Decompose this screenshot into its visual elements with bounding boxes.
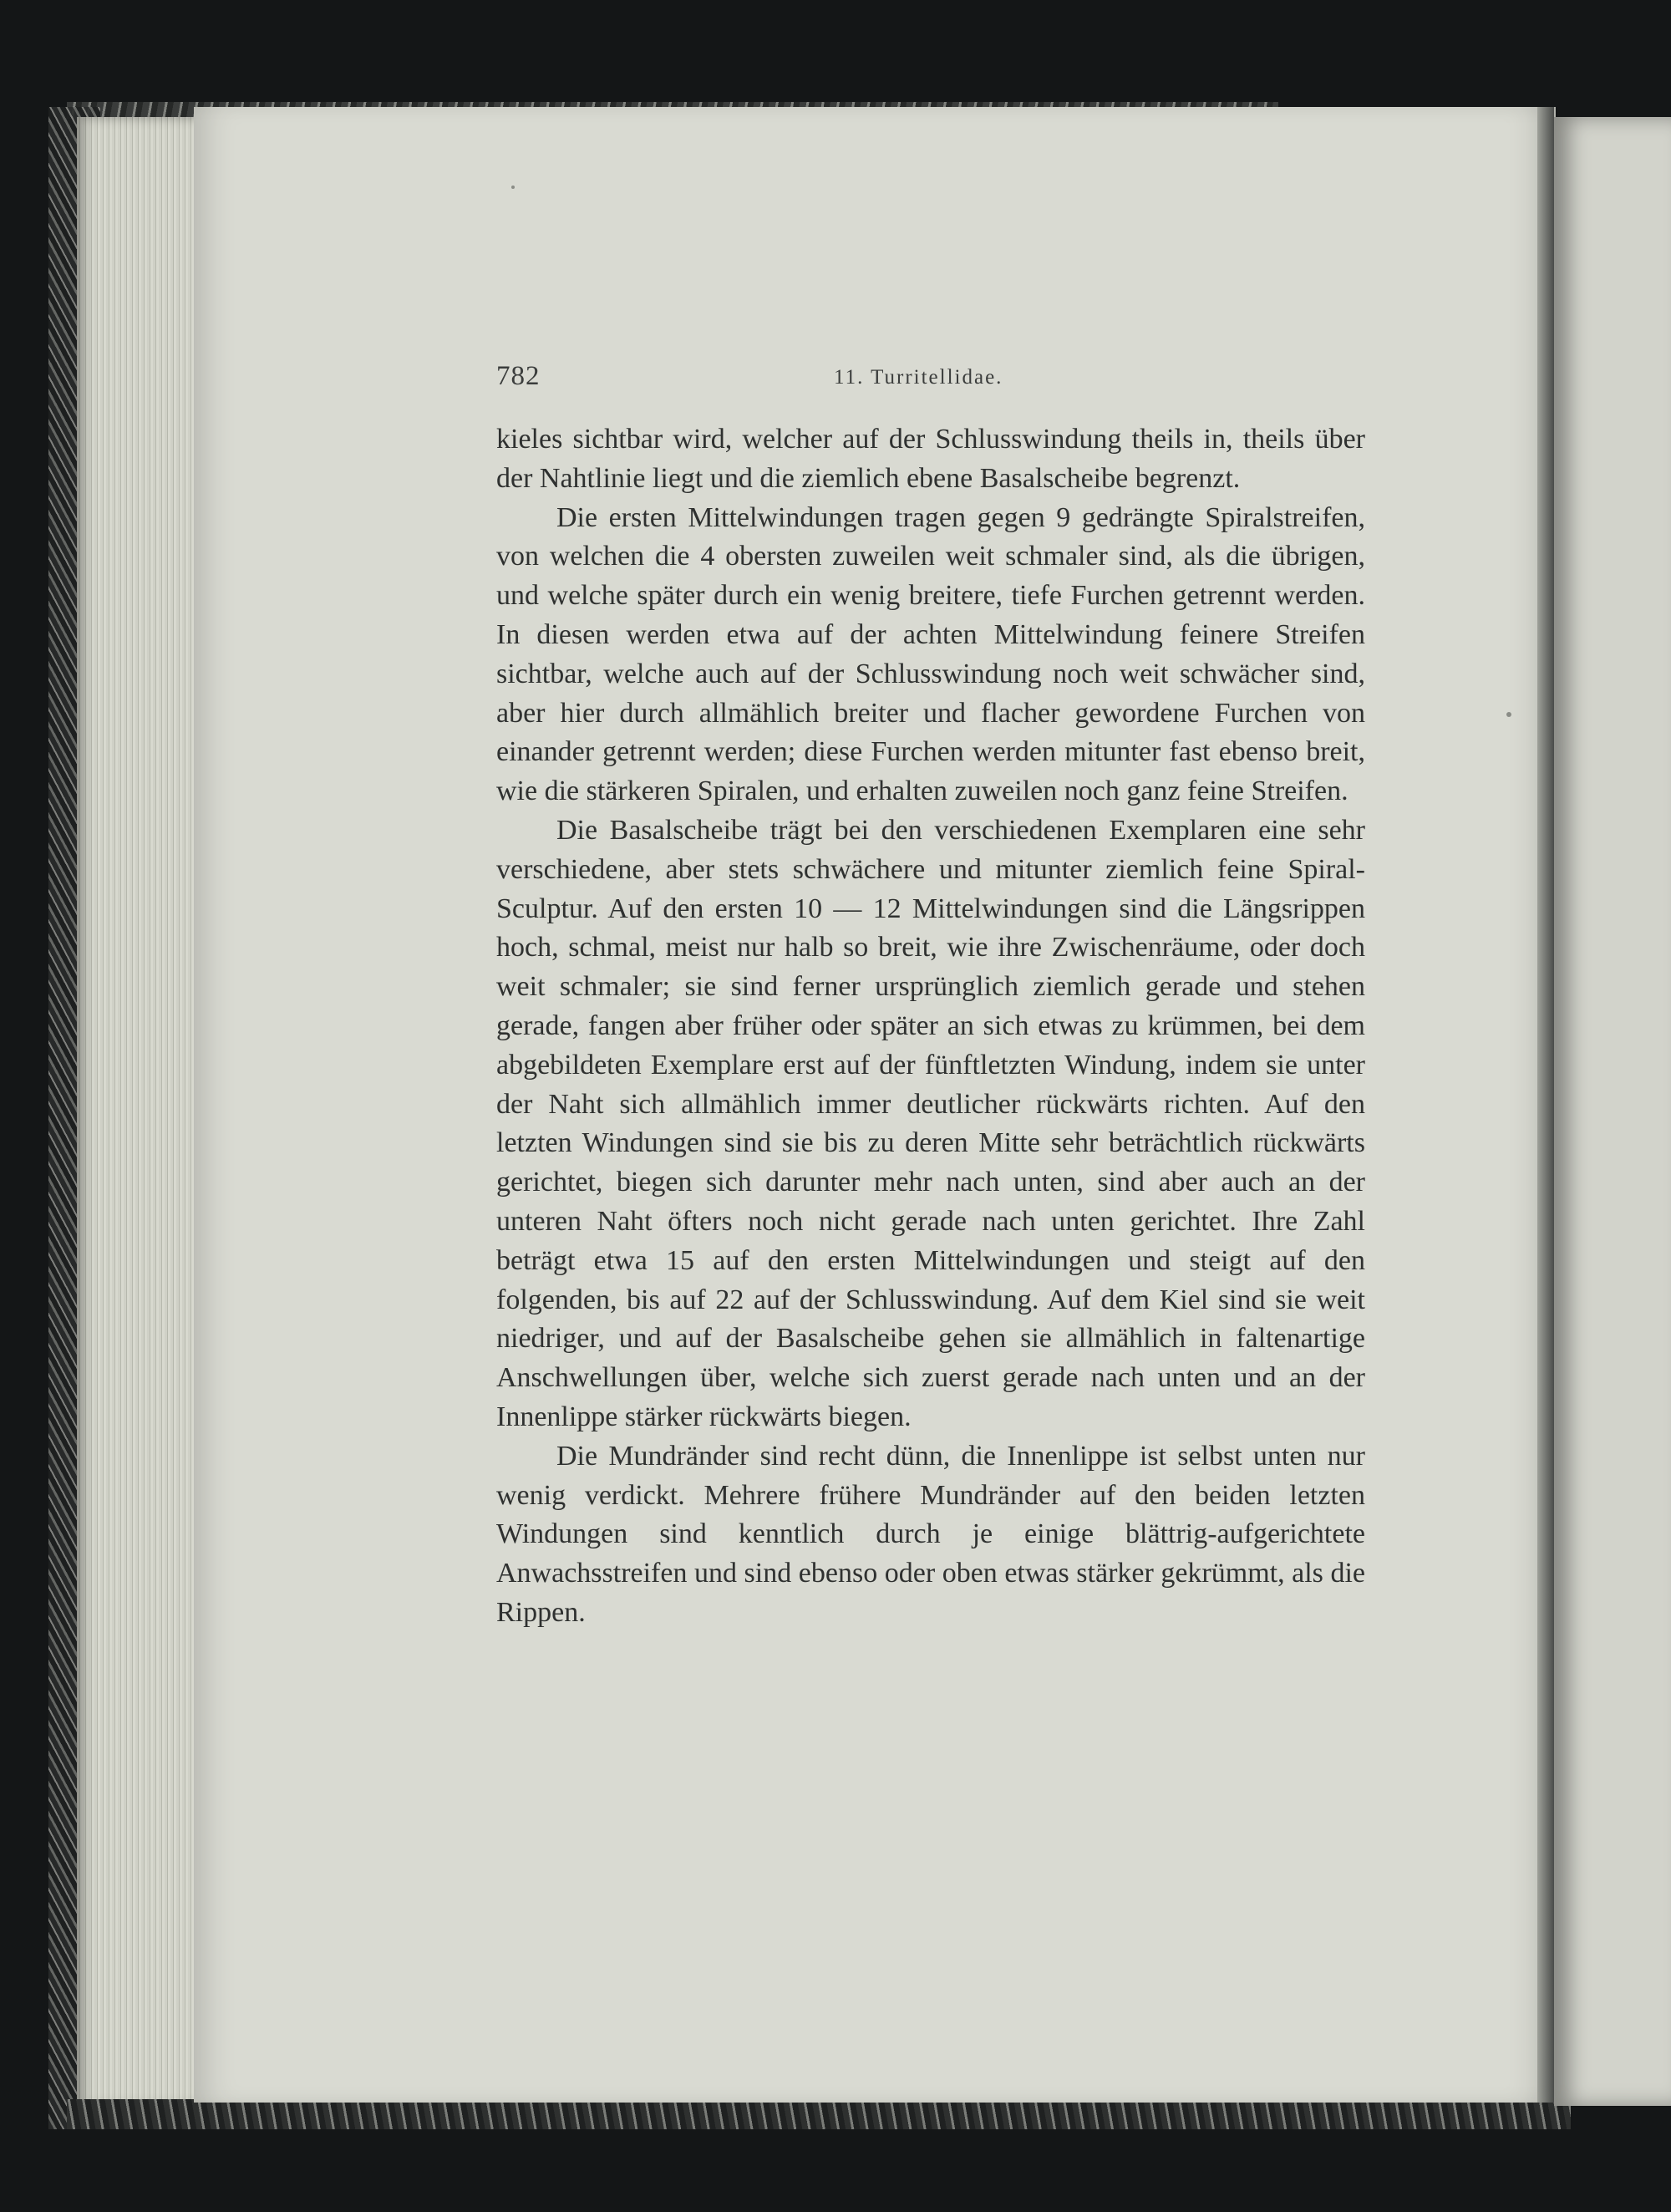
paragraph: kieles sichtbar wird, welcher auf der Schlusswindung theils in, theils über der Nahtlinie liegt und die ziemlich ebene Basalscheibe begrenzt. [496, 424, 1365, 494]
page-number: 782 [496, 361, 541, 391]
paragraph: Die ersten Mittelwindungen tragen gegen 9 gedrängte Spiralstreifen, von welchen die 4 obersten zuweilen weit schmaler sind, als die übrigen, und welche später durch ein wenig breitere, tiefe Furchen getrennt werden. In diesen werden etwa auf der achten Mittelwindung feinere Streifen sichtbar, welche auch auf der Schlusswindung noch weit schwächer sind, aber hier durch allmählich breiter und flacher gewordene Furchen von einander getrennt werden; diese Furchen werden mitunter fast ebenso breit, wie die stärkeren Spiralen, und erhalten zuweilen noch ganz feine Streifen. [496, 501, 1365, 807]
section-title: 11. Turritellidae. [834, 366, 1003, 389]
facing-page-sliver [1554, 117, 1671, 2106]
dust-speck [1506, 712, 1511, 717]
body-text [496, 420, 1365, 1633]
running-head [496, 361, 1365, 401]
paragraph: Die Mundränder sind recht dünn, die Innenlippe ist selbst unten nur wenig verdickt. Mehrere frühere Mundränder auf den beiden letzten Windungen sind kenntlich durch je einige blättrig-aufgerichtete Anwachsstreifen und sind ebenso oder oben etwas stärker gekrümmt, als die Rippen. [496, 1440, 1365, 1628]
stacked-page-edges [77, 117, 202, 2106]
paragraph: Die Basalscheibe trägt bei den verschiedenen Exemplaren eine sehr verschiedene, aber stets schwächere und mitunter ziemlich feine Spiral-Sculptur. Auf den ersten 10 — 12 Mittelwindungen sind die Längsrippen hoch, schmal, meist nur halb so breit, wie ihre Zwischenräume, oder doch weit schmaler; sie sind ferner ursprünglich ziemlich gerade und stehen gerade, fangen aber früher oder später an sich etwas zu krümmen, bei dem abgebildeten Exemplare erst auf der fünftletzten Windung, indem sie unter der Naht sich allmählich immer deutlicher rückwärts richten. Auf den letzten Windungen sind sie bis zu deren Mitte sehr beträchtlich rückwärts gerichtet, biegen sich darunter mehr nach unten, sind aber auch an der unteren Naht öfters noch nicht gerade nach unten gerichtet. Ihre Zahl beträgt etwa 15 auf den ersten Mittelwindungen und steigt auf den folgenden, bis auf 22 auf der Schlusswindung. Auf dem Kiel sind sie weit niedriger, und auf der Basalscheibe gehen sie allmählich in faltenartige Anschwellungen über, welche sich zuerst gerade nach unten und an der Innenlippe stärker rückwärts biegen. [496, 814, 1365, 1432]
dust-speck [511, 186, 515, 189]
book-gutter [1537, 107, 1554, 2103]
book-cover-bottom-edge [67, 2099, 1571, 2129]
